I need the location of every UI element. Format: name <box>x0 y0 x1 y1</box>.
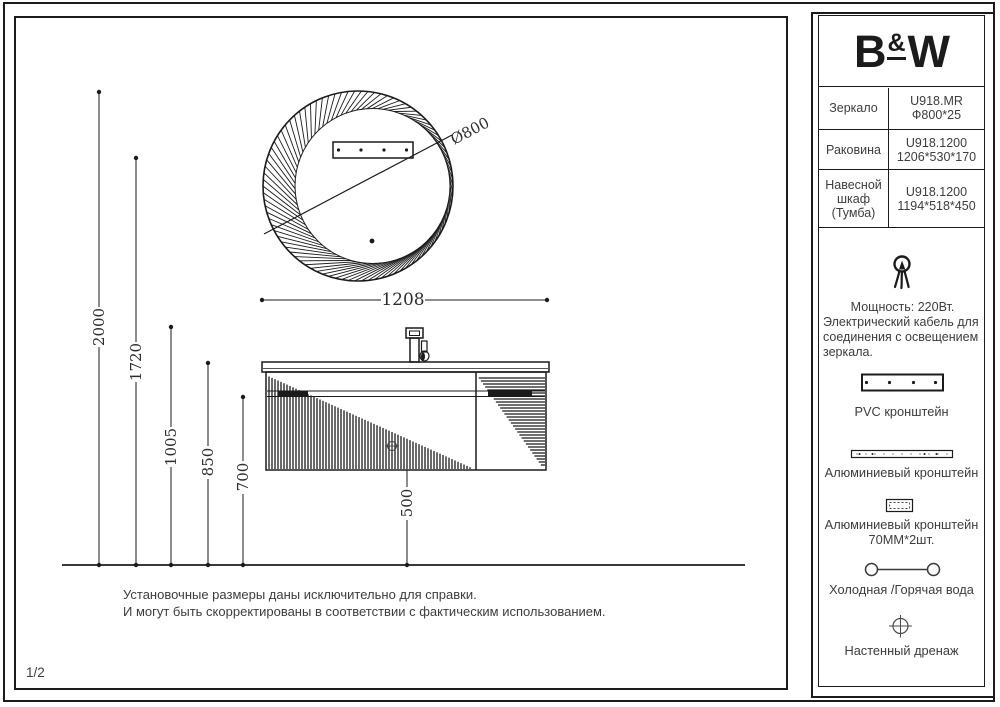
spec-panel <box>818 15 985 687</box>
mirror-sensor-dot <box>370 239 375 244</box>
cabinet-drain-mark <box>385 439 399 453</box>
aluminium-bracket-icon <box>819 449 984 460</box>
dimension-total-width: 1208 <box>381 290 425 310</box>
row-label: Навесной <box>825 177 882 192</box>
row-label: Зеркало <box>829 101 878 116</box>
power-cable-icon <box>819 254 984 296</box>
pvc-bracket-icon <box>819 373 984 393</box>
aluminium-bracket-small-label: Алюминиевый кронштейн 70ММ*2шт. <box>824 517 979 547</box>
dimension-end-dots <box>97 90 409 567</box>
table-row-cabinet <box>819 170 984 228</box>
row-value: U918.MR <box>910 94 963 109</box>
wall-drain-icon <box>819 614 984 640</box>
logo-ampersand: & <box>887 31 905 60</box>
vanity-cabinet <box>262 362 549 470</box>
dimension-mirror-diameter: Ø800 <box>447 113 493 149</box>
mirror-rim-hatch <box>263 91 453 281</box>
logo-letter-b: B <box>853 25 886 77</box>
left-door-stripes <box>269 376 470 469</box>
installation-notes <box>123 587 606 620</box>
dimension-faucet-height: 1005 <box>162 427 180 467</box>
table-row-mirror <box>819 88 984 131</box>
logo-letter-w: W <box>907 25 950 77</box>
power-note: Мощность: 220Вт. Электрический кабель для соединения с освещением зеркала. <box>823 300 979 359</box>
water-connection-label: Холодная /Горячая вода <box>829 582 974 597</box>
countertop <box>262 362 549 372</box>
row-value: Ф800*25 <box>911 108 962 123</box>
row-label: шкаф <box>836 191 870 206</box>
row-value: U918.1200 <box>905 135 968 150</box>
faucet-lever <box>422 341 428 352</box>
aluminium-bracket-small-icon <box>819 498 984 514</box>
wall-drain-label: Настенный дренаж <box>844 643 959 658</box>
row-label: Раковина <box>826 142 881 157</box>
row-label: (Тумба) <box>831 205 876 220</box>
aluminium-bracket-label: Алюминиевый кронштейн <box>824 465 979 480</box>
dimension-handle-height: 700 <box>234 462 252 492</box>
row-value: U918.1200 <box>905 184 968 199</box>
row-value: 1194*518*450 <box>897 198 976 213</box>
faucet <box>406 328 429 362</box>
mirror-bracket-holes <box>337 148 408 243</box>
dimension-cabinet-bottom-height: 500 <box>398 488 416 518</box>
dimension-bracket-height: 1720 <box>127 342 145 382</box>
sheet-number: 1/2 <box>26 665 45 680</box>
water-connection-icon <box>819 561 984 578</box>
table-row-sink <box>819 130 984 170</box>
mirror-circle <box>263 91 453 281</box>
dimension-mirror-top: 2000 <box>90 307 108 347</box>
note-line: Установочные размеры даны исключительно для справки. <box>123 587 477 602</box>
row-value: 1206*530*170 <box>896 149 977 164</box>
label-gaps <box>92 290 425 520</box>
pvc-bracket-label: PVC кронштейн <box>854 404 949 419</box>
brand-logo <box>819 16 984 87</box>
mirror-mounting-bracket <box>333 142 413 158</box>
dimension-counter-height: 850 <box>199 447 217 477</box>
note-line: И могут быть скорректированы в соответствии с фактическим использованием. <box>123 603 606 619</box>
